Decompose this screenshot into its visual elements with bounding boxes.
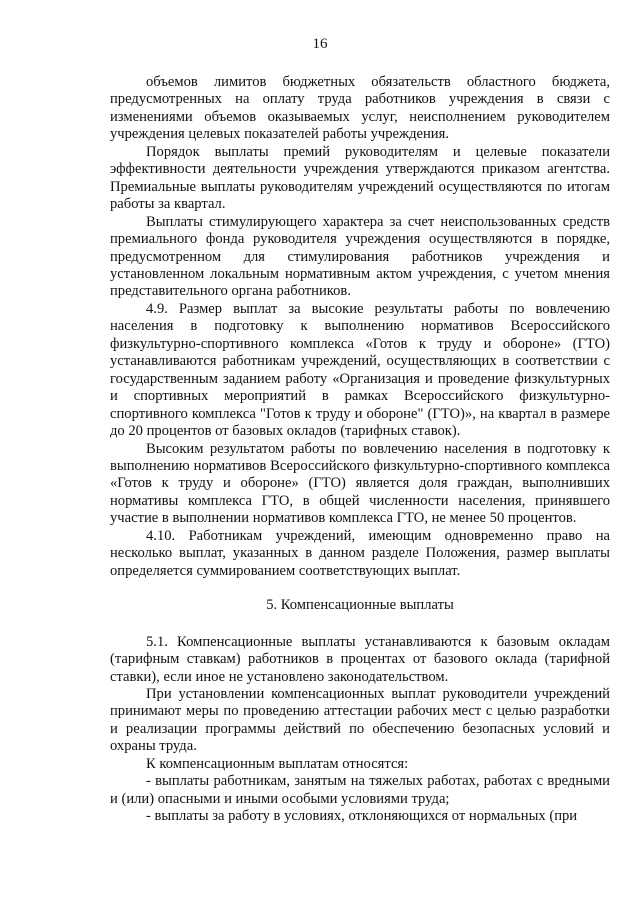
paragraph-gto-high-result: Высоким результатом работы по вовлечению населения в подготовку к выполнению нормативов Всероссийского физкультурно-спортивного комплекса «Готов к труду и обороне» (ГТО) является доля граждан, выполнивших нормативы комплекса ГТО, в общей численности населения, принявшего участие в выполнении нормативов комплекса ГТО, не менее 50 процентов. — [110, 440, 610, 527]
page-number: 16 — [312, 36, 328, 52]
paragraph-4-9-gto-payments: 4.9. Размер выплат за высокие результаты работы по вовлечению населения в подготовку к выполнению нормативов Всероссийского физкультурно-спортивного комплекса «Готов к труду и обороне» (ГТО) устанавливаются работникам учреждений, осуществляющих в соответствии с государственным заданием работу «Организация и проведение физкультурных и спортивных мероприятий в рамках Всероссийского физкультурно-спортивного комплекса "Готов к труду и обороне" (ГТО)», на квартал в размере до 20 процентов от базовых окладов (тарифных ставок). — [110, 300, 610, 440]
paragraph-workplace-attestation: При установлении компенсационных выплат руководители учреждений принимают меры по проведению аттестации рабочих мест с целью разработки и реализации программы действий по обеспечению безопасных условий и охраны труда. — [110, 685, 610, 755]
paragraph-4-10-multiple-payments: 4.10. Работникам учреждений, имеющим одновременно право на несколько выплат, указанных в данном разделе Положения, размер выплаты определяется суммированием соответствующих выплат. — [110, 527, 610, 579]
paragraph-compensation-list-intro: К компенсационным выплатам относятся: — [146, 755, 409, 772]
paragraph-5-1-compensation: 5.1. Компенсационные выплаты устанавливаются к базовым окладам (тарифным ставкам) работников в процентах от базового оклада (тарифной ставки), если иное не установлено законодательством. — [110, 633, 610, 685]
paragraph-incentive-payments: Выплаты стимулирующего характера за счет неиспользованных средств премиального фонда руководителя учреждения осуществляются в порядке, предусмотренном для стимулирования работников учреждения и установленном локальным нормативным актом учреждения, с учетом мнения представительного органа работников. — [110, 213, 610, 300]
document-body — [110, 74, 610, 826]
paragraph-bonus-procedure: Порядок выплаты премий руководителям и целевые показатели эффективности деятельности учреждения утверждаются приказом агентства. Премиальные выплаты руководителям учреждений осуществляются по итогам работы за квартал. — [110, 143, 610, 213]
section-heading: 5. Компенсационные выплаты — [266, 597, 454, 614]
paragraph-budget-obligations: объемов лимитов бюджетных обязательств областного бюджета, предусмотренных на оплату труда работников учреждения в связи с изменениями объемов оказываемых услуг, неисполнением руководителем учреждения целевых показателей работы учреждения. — [110, 74, 610, 143]
list-item-hazardous-work: - выплаты работникам, занятым на тяжелых работах, работах с вредными и (или) опасными и иными особыми условиями труда; — [110, 773, 610, 807]
list-item-abnormal-conditions: - выплаты за работу в условиях, отклоняющихся от нормальных (при — [146, 808, 578, 825]
